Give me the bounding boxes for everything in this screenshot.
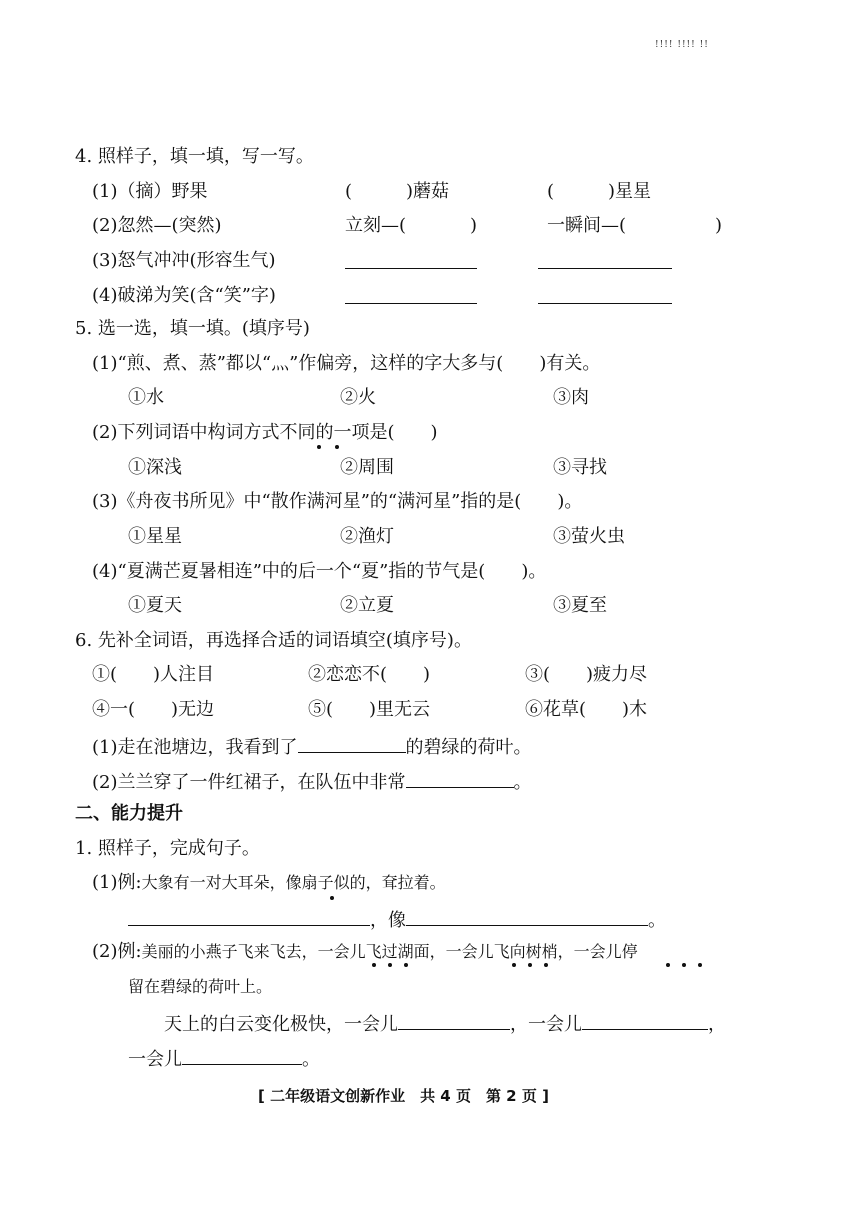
q6-fill-1-blank[interactable] (298, 734, 406, 753)
example-2-fill-5: 。 (302, 1049, 320, 1070)
q5-s1-question: (1)“煎、煮、蒸”都以“灬”作偏旁，这样的字大多与( )有关。 (92, 353, 601, 374)
q5-s1-opt2: ②火 (340, 387, 376, 408)
q4-r2-b: 立刻—( (345, 215, 407, 236)
example-1-end: 。 (648, 910, 666, 931)
q5-s3-opt1: ①星星 (128, 526, 182, 547)
example-2-fill-1: 天上的白云变化极快，一会儿 (164, 1014, 398, 1035)
example-2-answer-2 (128, 1046, 320, 1071)
emphasis-dot (404, 963, 408, 967)
q4-r3-blank-2[interactable] (538, 268, 672, 269)
q5-s2-opt3: ③寻找 (553, 457, 607, 478)
q4-r2-b-close: ) (470, 215, 478, 236)
q6-fill-2-start: (2)兰兰穿了一件红裙子，在队伍中非常 (92, 772, 406, 793)
header-mark: !!!! !!!! !! (655, 40, 709, 50)
emphasis-dot (666, 963, 670, 967)
section2-title: 二、能力提升 (75, 803, 183, 824)
example-2 (92, 941, 638, 963)
example-2-answer (164, 1011, 726, 1036)
example-2-fill-4: 一会儿 (128, 1049, 182, 1070)
q5-s2-opt2: ②周围 (340, 457, 394, 478)
example-2-text: 美丽的小燕子飞来飞去，一会儿飞过湖面，一会儿飞向树梢，一会儿停 (141, 942, 638, 961)
q6-fill-2 (92, 769, 532, 794)
q6-fill-1-start: (1)走在池塘边，我看到了 (92, 737, 298, 758)
example-1-mid: ，像 (370, 910, 406, 931)
example-2-label: (2)例: (92, 941, 142, 962)
q6-word-2: ②恋恋不( ) (308, 664, 431, 685)
q6-title: 6. 先补全词语，再选择合适的词语填空(填序号)。 (75, 630, 472, 651)
q5-s4-opt2: ②立夏 (340, 595, 394, 616)
q4-r1-b: ( )蘑菇 (345, 181, 450, 202)
q4-r2-c-close: ) (715, 215, 723, 236)
example-1 (92, 872, 446, 894)
example-2-text-cont: 留在碧绿的荷叶上。 (128, 977, 273, 996)
example-1-blank-2[interactable] (406, 907, 648, 926)
q4-r3-a: (3)怒气冲冲(形容生气) (92, 250, 276, 271)
q6-word-4: ④一( )无边 (92, 699, 215, 720)
q6-fill-1 (92, 734, 532, 759)
q5-s3-opt3: ③萤火虫 (553, 526, 625, 547)
q6-fill-1-end: 的碧绿的荷叶。 (405, 737, 532, 758)
emphasis-dot (528, 963, 532, 967)
example-1-answer (128, 907, 666, 932)
emphasis-dot (388, 963, 392, 967)
q5-s1-opt1: ①水 (128, 387, 164, 408)
q4-title: 4. 照样子，填一填，写一写。 (75, 146, 314, 167)
example-2-blank-3[interactable] (182, 1046, 302, 1065)
q5-s4-opt1: ①夏天 (128, 595, 182, 616)
q6-word-5: ⑤( )里无云 (308, 699, 431, 720)
q5-s4-opt3: ③夏至 (553, 595, 607, 616)
q6-fill-2-blank[interactable] (406, 769, 514, 788)
q5-s3-question: (3)《舟夜书所见》中“散作满河星”的“满河星”指的是( )。 (92, 491, 583, 512)
q5-s4-question: (4)“夏满芒夏暑相连”中的后一个“夏”指的节气是( )。 (92, 561, 547, 582)
q6-word-3: ③( )疲力尽 (525, 664, 648, 685)
example-2-blank-1[interactable] (398, 1011, 510, 1030)
emphasis-dot (698, 963, 702, 967)
q5-s1-opt3: ③肉 (553, 387, 589, 408)
q4-r2-a: (2)忽然—(突然) (92, 215, 222, 236)
q5-s3-opt2: ②渔灯 (340, 526, 394, 547)
q6-word-1: ①( )人注目 (92, 664, 215, 685)
q5-title: 5. 选一选，填一填。(填序号) (75, 318, 310, 339)
example-2-blank-2[interactable] (582, 1011, 708, 1030)
q4-r4-a: (4)破涕为笑(含“笑”字) (92, 285, 276, 306)
q5-s2-question: (2)下列词语中构词方式不同的一项是( ) (92, 422, 438, 443)
emphasis-dot (317, 445, 321, 449)
q4-r3-blank-1[interactable] (345, 268, 477, 269)
q4-r4-blank-1[interactable] (345, 303, 477, 304)
emphasis-dot (512, 963, 516, 967)
emphasis-dot (544, 963, 548, 967)
page-footer: [ 二年级语文创新作业 共 4 页 第 2 页 ] (258, 1087, 549, 1105)
q4-r1-a: (1)（摘）野果 (92, 181, 208, 202)
example-2-fill-2: ，一会儿 (510, 1014, 582, 1035)
emphasis-dot (330, 896, 334, 900)
emphasis-dot (372, 963, 376, 967)
q4-r4-blank-2[interactable] (538, 303, 672, 304)
section2-q1-title: 1. 照样子，完成句子。 (75, 838, 260, 859)
example-2-fill-3: ， (708, 1014, 726, 1035)
example-1-label: (1)例: (92, 872, 142, 893)
example-1-text: 大象有一对大耳朵，像扇子似的，耷拉着。 (141, 873, 446, 892)
emphasis-dot (335, 445, 339, 449)
q4-r2-c: 一瞬间—( (547, 215, 627, 236)
q4-r1-c: ( )星星 (547, 181, 652, 202)
q5-s2-opt1: ①深浅 (128, 457, 182, 478)
q6-fill-2-end: 。 (513, 772, 532, 793)
q6-word-6: ⑥花草( )木 (525, 699, 648, 720)
example-1-blank-1[interactable] (128, 907, 370, 926)
emphasis-dot (682, 963, 686, 967)
